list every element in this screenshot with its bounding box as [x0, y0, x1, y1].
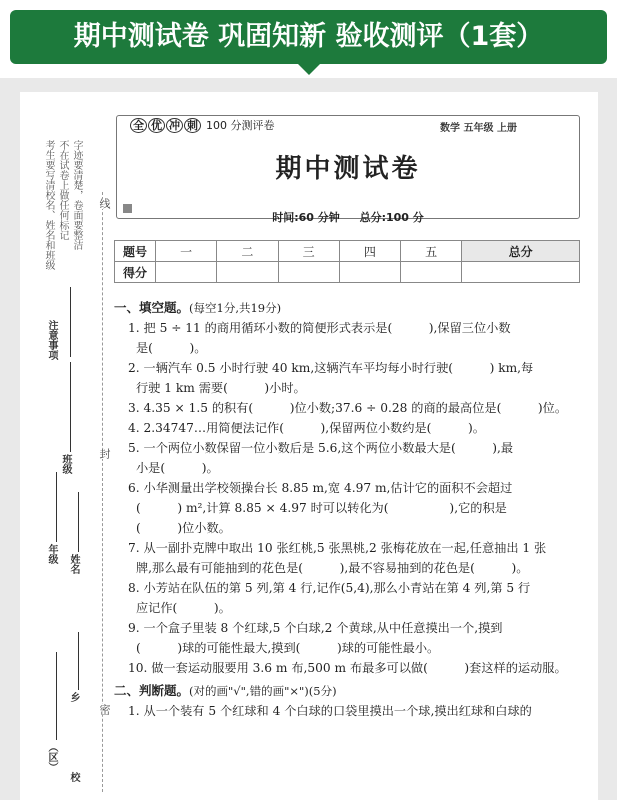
question-item	[114, 478, 584, 538]
section-2-heading	[114, 681, 584, 701]
question-item	[114, 578, 584, 618]
district-field-line	[56, 652, 57, 740]
grade-field-line	[56, 472, 57, 542]
exam-meta	[116, 209, 580, 225]
brand-char-2: 优	[148, 118, 165, 133]
question-line: 9. 一个盒子里装 8 个红球,5 个白球,2 个黄球,从中任意摸出一个,摸到	[128, 621, 503, 635]
grade-info: 数学 五年级 上册	[440, 123, 517, 134]
section-1-questions	[114, 318, 584, 678]
question-line: 行驶 1 km 需要( )小时。	[136, 381, 306, 395]
score-table-cell: 四	[339, 241, 400, 262]
instruction-2: 不在试卷上做任何标记	[57, 140, 68, 240]
grade-label: 年级	[46, 544, 57, 564]
class-label: 班级	[60, 454, 71, 474]
brand-char-4: 刺	[184, 118, 201, 133]
question-line: 牌,那么最有可能抽到的花色是( ),最不容易抽到的花色是( )。	[136, 561, 529, 575]
question-line: 5. 一个两位小数保留一位小数后是 5.6,这个两位小数最大是( ),最	[128, 441, 514, 455]
section-2-note: (对的画"√",错的画"×")(5分)	[189, 684, 337, 698]
seal-secret-label: 密	[98, 704, 111, 715]
binding-margin	[20, 92, 111, 800]
banner-title: 期中测试卷 巩固知新 验收测评（1套）	[10, 10, 607, 64]
score-table-cell: 一	[156, 241, 217, 262]
question-item	[114, 318, 584, 358]
question-item	[114, 438, 584, 478]
score-input-cell[interactable]	[217, 262, 278, 283]
question-item	[114, 358, 584, 398]
score-input-cell[interactable]	[278, 262, 339, 283]
rule-line	[70, 287, 71, 357]
class-field-line	[70, 362, 71, 452]
instruction-3: 字迹要清楚，卷面要整洁	[71, 140, 82, 250]
score-input-cell[interactable]	[156, 262, 217, 283]
district-label: （区）	[46, 742, 57, 772]
township-label: 乡	[68, 692, 79, 702]
brand-char-1: 全	[130, 118, 147, 133]
question-line: ( ) m²,计算 8.85 × 4.97 时可以转化为( ),它的积是	[136, 501, 507, 515]
question-line: 4. 2.34747…用简便法记作( ),保留两位小数约是( )。	[128, 421, 485, 435]
section-1-note: (每空1分,共19分)	[189, 301, 282, 315]
section-2-title: 二、判断题。	[114, 683, 190, 698]
instruction-1: 考生要写清校名、姓名和班级	[43, 140, 54, 270]
name-label: 姓名	[68, 554, 79, 574]
question-line: 1. 从一个装有 5 个红球和 4 个白球的口袋里摸出一个球,摸出红球和白球的	[128, 704, 532, 718]
question-line: 是( )。	[136, 341, 207, 355]
seal-seal-label: 封	[98, 448, 111, 459]
brand-tag	[130, 117, 275, 133]
seal-line-label: 线	[98, 198, 111, 209]
score-input-cell[interactable]	[401, 262, 462, 283]
school-label: 校	[68, 772, 79, 782]
attention-label: 注意事项	[46, 320, 57, 360]
name-field-line	[78, 492, 79, 552]
question-line: 3. 4.35 × 1.5 的积有( )位小数;37.6 ÷ 0.28 的商的最高位是( )位。	[128, 401, 568, 415]
question-item	[114, 418, 584, 438]
question-line: 小是( )。	[136, 461, 219, 475]
question-line: 8. 小芳站在队伍的第 5 列,第 4 行,记作(5,4),那么小青站在第 4 列,第 5 行	[128, 581, 531, 595]
score-table-header-row	[115, 241, 580, 262]
question-item	[114, 538, 584, 578]
score-input-cell[interactable]	[339, 262, 400, 283]
score-table-cell: 三	[278, 241, 339, 262]
banner-arrow-icon	[296, 62, 322, 75]
question-line: 2. 一辆汽车 0.5 小时行驶 40 km,这辆汽车平均每小时行驶( ) km,每	[128, 361, 534, 375]
score-table-cell: 五	[401, 241, 462, 262]
score-table	[114, 240, 580, 283]
section-1-heading	[114, 298, 584, 318]
brand-subtitle: 100 分测评卷	[206, 119, 275, 132]
question-line: 1. 把 5 ÷ 11 的商用循环小数的简便形式表示是( ),保留三位小数	[128, 321, 511, 335]
page-title: 期中测试卷	[275, 154, 421, 184]
score-table-cell: 二	[217, 241, 278, 262]
time-limit: 时间:60 分钟	[272, 211, 340, 224]
brand-char-3: 冲	[166, 118, 183, 133]
banner	[0, 0, 617, 78]
question-item	[114, 618, 584, 658]
question-line: 7. 从一副扑克牌中取出 10 张红桃,5 张黑桃,2 张梅花放在一起,任意抽出 1 张	[128, 541, 547, 555]
score-table-cell: 得分	[115, 262, 156, 283]
total-score: 总分:100 分	[359, 211, 424, 224]
question-item	[114, 701, 584, 721]
score-table-cell: 总分	[462, 241, 580, 262]
score-input-cell[interactable]	[462, 262, 580, 283]
question-line: 10. 做一套运动服要用 3.6 m 布,500 m 布最多可以做( )套这样的运动服。	[128, 661, 567, 675]
score-table-score-row	[115, 262, 580, 283]
section-2-questions	[114, 701, 584, 721]
question-line: 6. 小华测量出学校领操台长 8.85 m,宽 4.97 m,估计它的面积不会超过	[128, 481, 513, 495]
question-line: ( )位小数。	[136, 521, 231, 535]
question-content	[114, 297, 584, 721]
section-1-title: 一、填空题。	[114, 300, 190, 315]
question-line: 应记作( )。	[136, 601, 231, 615]
question-line: ( )球的可能性最大,摸到( )球的可能性最小。	[136, 641, 440, 655]
question-item	[114, 398, 584, 418]
seal-dash-line	[102, 192, 103, 792]
question-item	[114, 658, 584, 678]
exam-paper	[20, 92, 598, 800]
township-field-line	[78, 632, 79, 690]
score-table-cell: 题号	[115, 241, 156, 262]
